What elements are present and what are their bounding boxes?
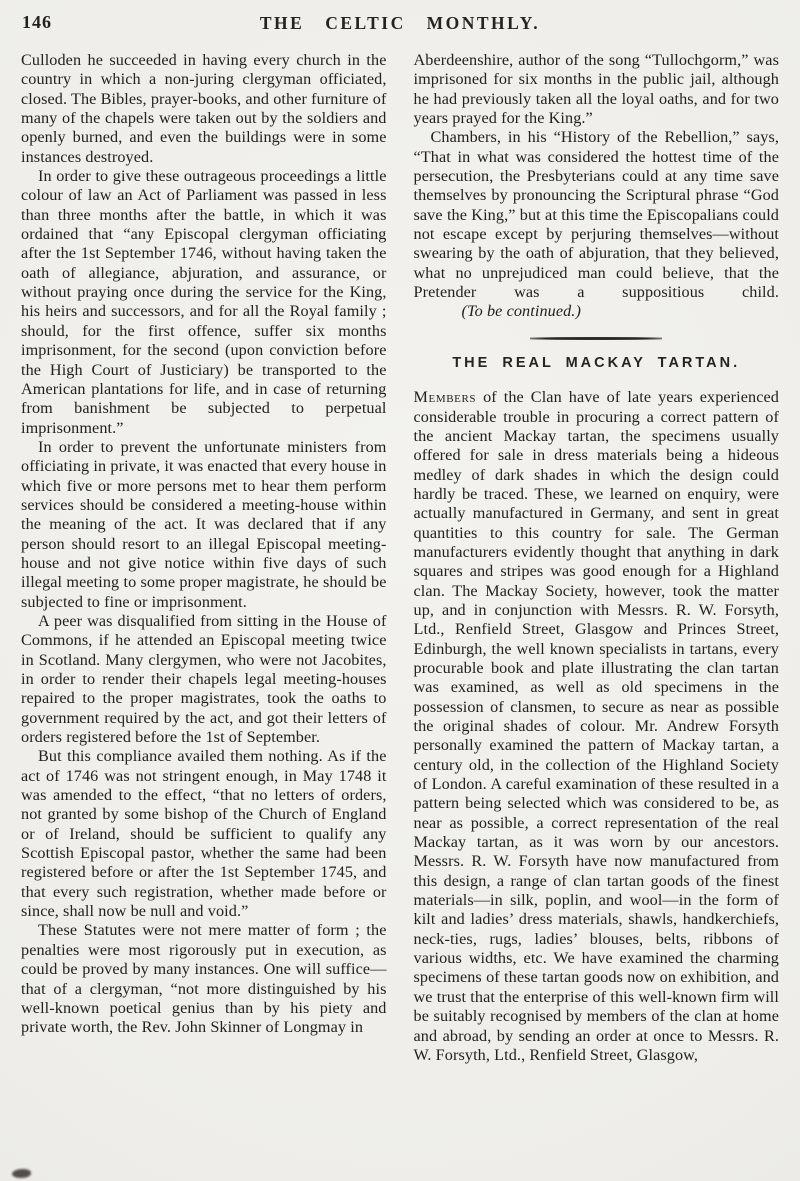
right-column: [414, 51, 780, 1179]
paragraph: Culloden he succeeded in having every church in the country in which a non-juring clergyman officiated, closed. The Bibles, prayer-books, and other furniture of many of the chapels were taken out by the soldiers and openly burned, and even the buildings were in some instances destroyed.: [21, 51, 387, 166]
page-number: 146: [22, 12, 52, 32]
scan-artifact: [12, 1169, 31, 1178]
paragraph: In order to prevent the unfortunate ministers from officiating in private, it was enacted that every house in which five or more persons met to hear them perform services should be considered a meeting-house within the meaning of the act. It was declared that if any person should resort to an illegal Episcopal meeting-house and not give notice within five days of such illegal meeting to some proper magistrate, he should be subjected to fine or imprisonment.: [21, 437, 387, 611]
page-header: [21, 9, 779, 41]
two-column-layout: [21, 51, 779, 1179]
paragraph: Aberdeenshire, author of the song “Tullochgorm,” was imprisoned for six months in the public jail, although he had previously taken all the loyal oaths, and for two years prayed for the King.”: [413, 51, 779, 128]
section-divider-rule: [530, 337, 662, 340]
paragraph-text: Chambers, in his “History of the Rebellion,” says, “That in what was considered the hottest time of the persecution, the Presbyterians could at any time save themselves by pronouncing the Scriptural phrase “God save the King,” but at this time the Episcopalians could not escape except by perjuring themselves—without swearing by the oath of abjuration, that they believed, what no unprejudiced man could believe, that the Pretender was a suppositious child.: [413, 128, 779, 302]
paragraph-text: of the Clan have of late years experienced considerable trouble in procuring a correct pattern of the ancient Mackay tartan, the specimens usually offered for sale in dress materials being a hideous medley of dark shades in which the design could hardly be traced. These, we learned on enquiry, were actually manufactured in Germany, and sent in great quantities to this country for sale. The German manufacturers evidently thought that anything in dark squares and stripes was good enough for a Highland clan. The Mackay Society, however, took the matter up, and in conjunction with Messrs. R. W. Forsyth, Ltd., Renfield Street, Glasgow and Princes Street, Edinburgh, the well known specialists in tartans, every procurable book and plate illustrating the clan tartan was examined, as well as old specimens in the possession of clansmen, to secure as near as possible the original shades of colour. Mr. Andrew Forsyth personally examined the pattern of Mackay tartan, a century old, in the collection of the Highland Society of London. A careful examination of these resulted in a pattern being selected which was considered to be, as near as possible, a correct representation of the real Mackay tartan, as it was worn by our ancestors. Messrs. R. W. Forsyth have now manufactured from this design, a range of clan tartan goods of the finest materials—in silk, poplin, and wool—in the form of kilt and ladies’ dress materials, shawls, handkerchiefs, neck-ties, rugs, ladies’ blouses, belts, ribbons of various widths, etc. We have examined the charming specimens of these tartan goods now on exhibition, and we trust that the enterprise of this well-known firm will be suitably recognised by members of the clan at home and abroad, by sending an order at once to Messrs. R. W. Forsyth, Ltd., Renfield Street, Glasgow,: [413, 388, 779, 1064]
paragraph: But this compliance availed them nothing. As if the act of 1746 was not stringent enough, in May 1748 it was amended to the effect, “that no letters of orders, not granted by some bishop of the Church of England or of Ireland, should be sufficient to qualify any Scottish Episcopal pastor, whether the same had been registered before or after the 1st September 1745, and that every such registration, whether made before or since, shall now be null and void.”: [21, 747, 387, 921]
paragraph: A peer was disqualified from sitting in the House of Commons, if he attended an Episcopal meeting twice in Scotland. Many clergymen, who were not Jacobites, in order to render their chapels legal meeting-houses repaired to the proper magistrates, took the oaths to government required by the act, and got their letters of orders registered before the 1st of September.: [21, 611, 387, 747]
paragraph: [414, 128, 780, 321]
paragraph: In order to give these outrageous proceedings a little colour of law an Act of Parliament was passed in less than three months after the battle, in which it was ordained that “any Episcopal clergyman officiating after the 1st September 1746, without having taken the oath of allegiance, abjuration, and assurance, or without praying once during the service for the King, his heirs and successors, and for all the Royal family ; should, for the first offence, suffer six months imprisonment, for the second (upon conviction before the High Court of Justiciary) be transported to the American plantations for life, and in case of returning from banishment be subjected to perpetual imprisonment.”: [21, 167, 387, 437]
paragraph: [414, 388, 780, 1065]
journal-title: THE CELTIC MONTHLY.: [259, 13, 541, 33]
left-column: [21, 51, 387, 1179]
article-title: THE REAL MACKAY TARTAN.: [452, 354, 741, 371]
lead-word: Members: [413, 388, 477, 407]
continuation-note: (To be continued.): [461, 302, 581, 321]
paragraph: These Statutes were not mere matter of form ; the penalties were most rigorously put in execution, as could be proved by many instances. One will suffice—that of a clergyman, “not more distinguished by his well-known poetical genius than by his piety and private worth, the Rev. John Skinner of Longmay in: [21, 921, 387, 1037]
